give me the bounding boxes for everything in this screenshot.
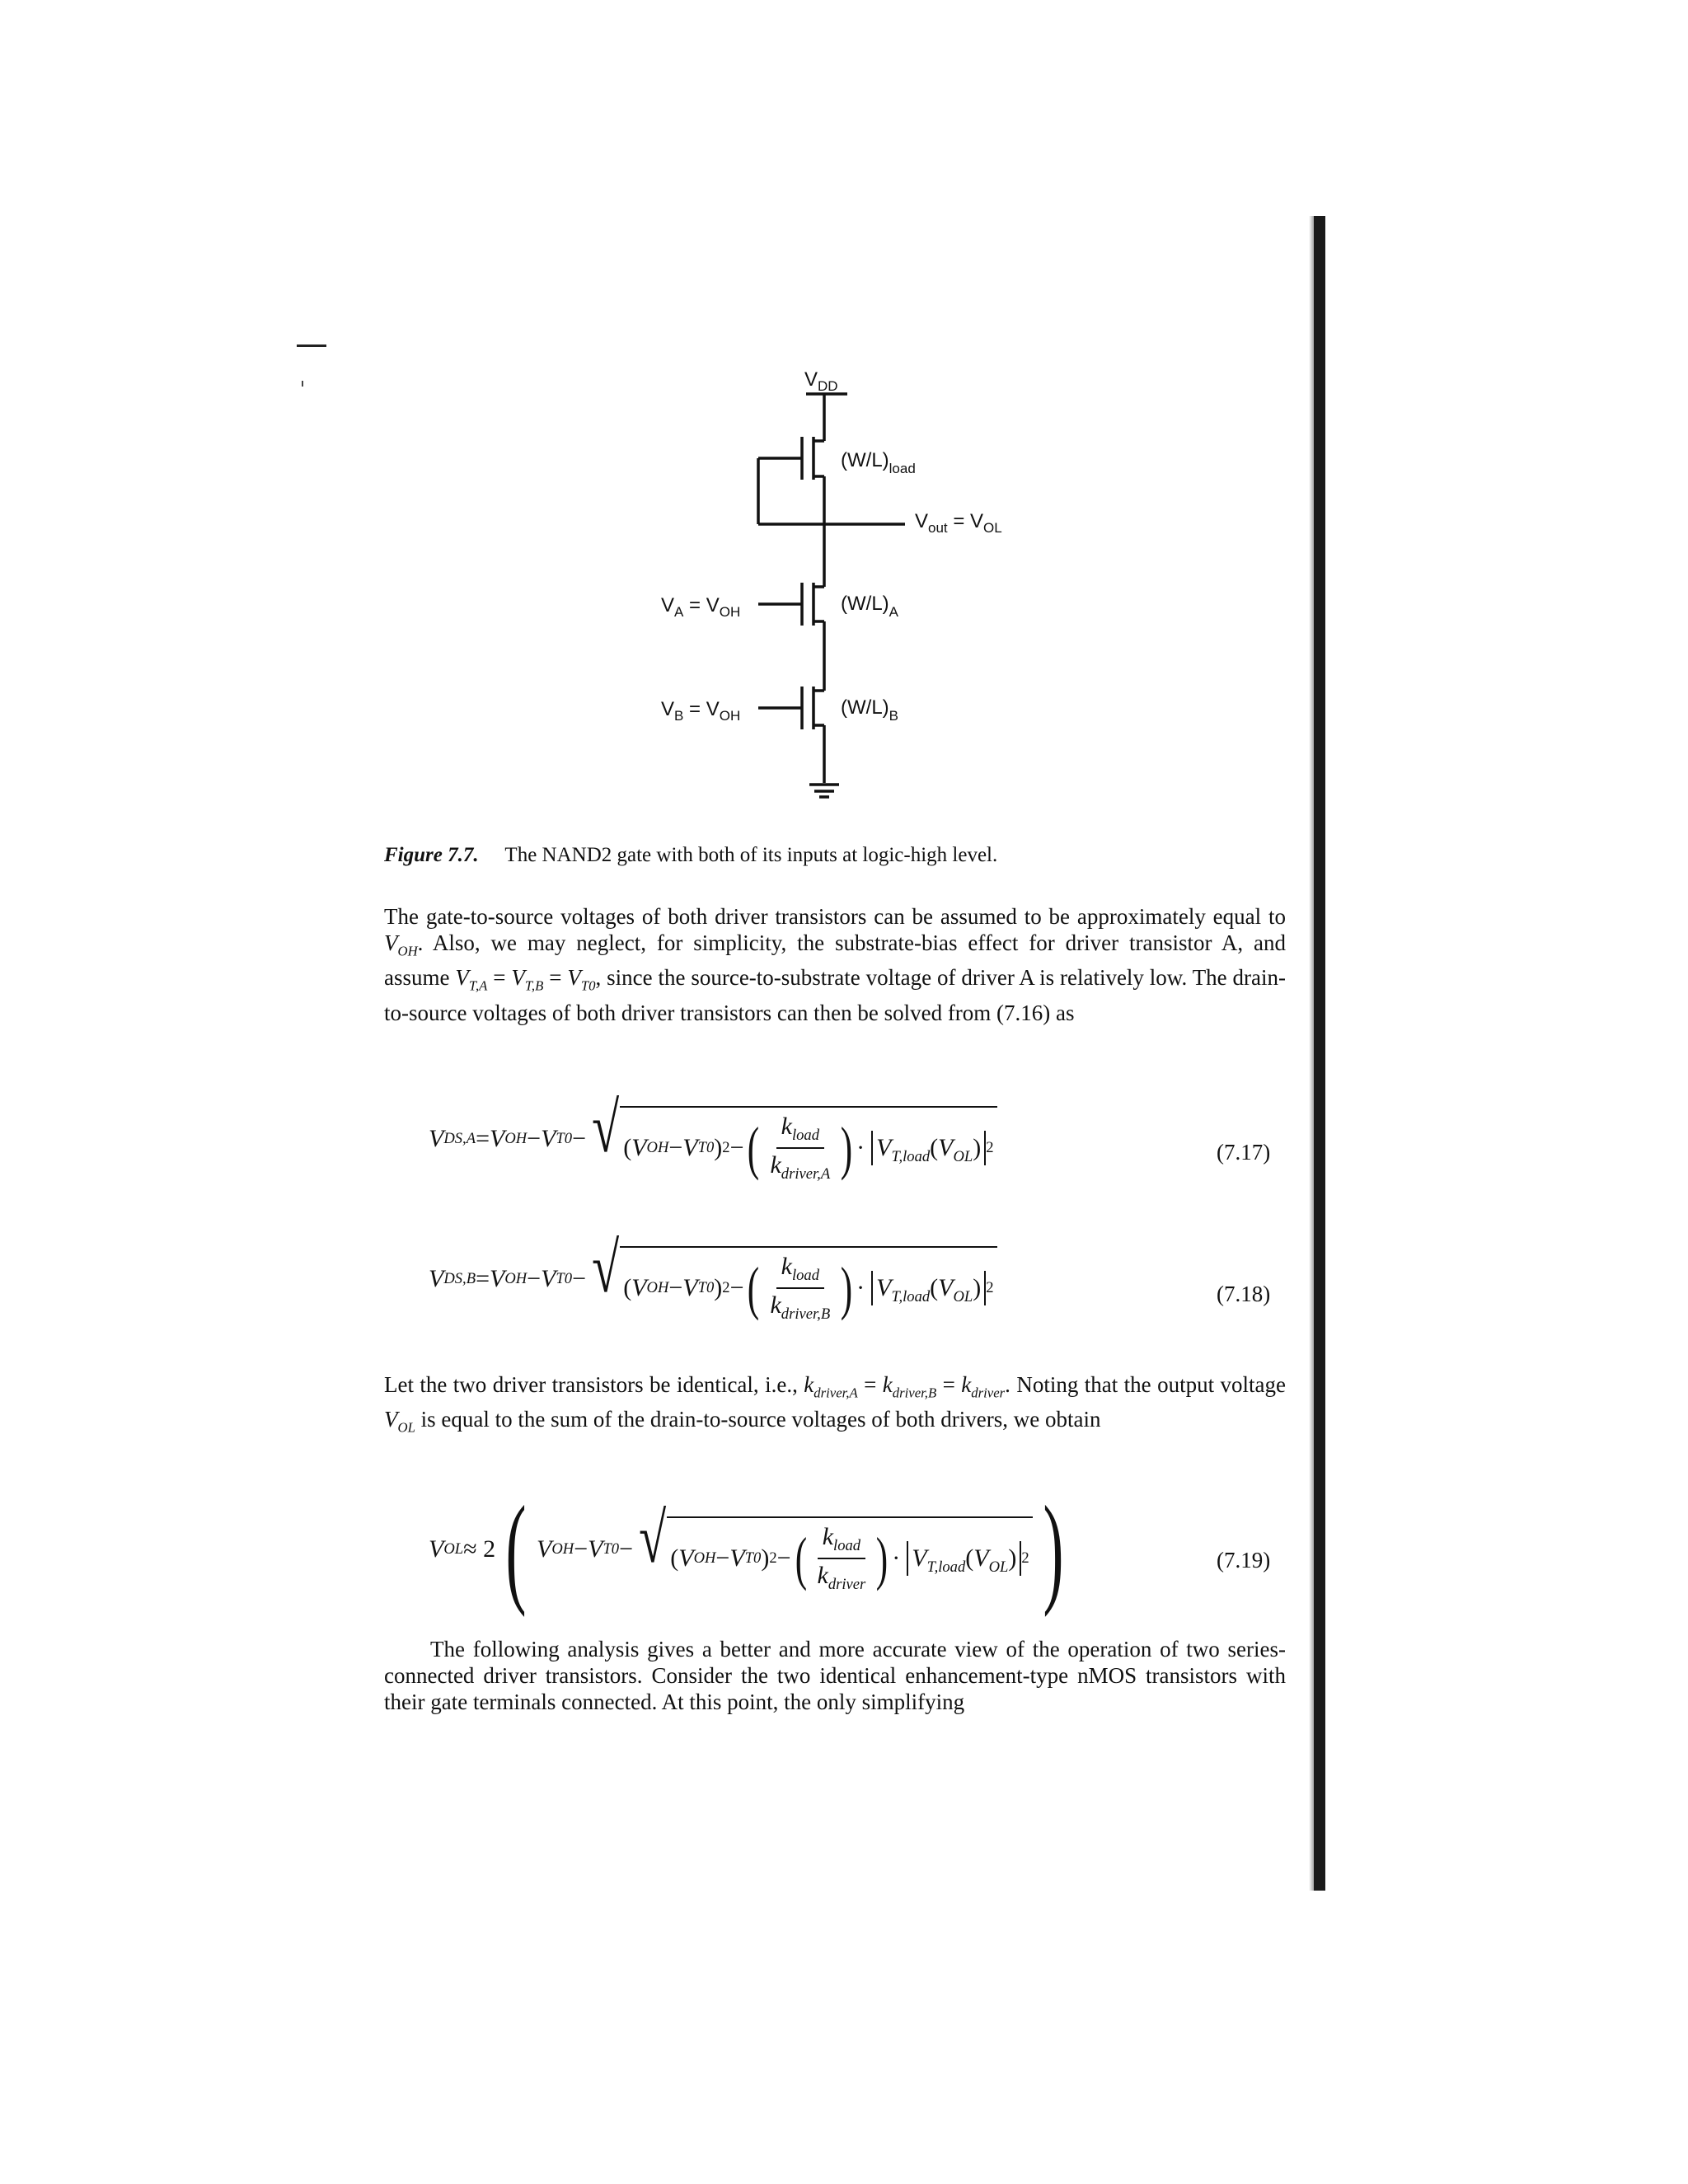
va-label: $V_A = V_{OH}$ xyxy=(661,594,741,620)
vdd-label: $V_{DD}$ xyxy=(804,368,838,394)
equation-7-18: V DS,B = V OH − V T0 − √ ( V OH − V T0 ) 2 − ( $\frac{k_{load}}{k_{driver,B}}$ ) · $V_{T,load}(V_{OL})$ 2 xyxy=(429,1235,997,1324)
equation-number-7-17: (7.17) xyxy=(1217,1140,1271,1165)
paragraph-gate-voltages: The gate-to-source voltages of both driver transistors can be assumed to be approximately equal to $V_{OH}$. Also, we may neglect, for simplicity, the substrate-bias effect for driver transistor A, and assume $V_{T,A} = V_{T,B} = V_{T0}$, since the source-to-substrate voltage of driver A is relatively low. The drain-to-source voltages of both driver transistors can then be solved from (7.16) as xyxy=(384,904,1287,1025)
equation-7-19: V OL ≈ 2 ( V OH − V T0 − √ ( V OH − V T0 ) 2 − ( $\frac{k_{load}}{k_{driver}}$ ) · $V_{T,load}(V_{OL})$ 2 ) xyxy=(429,1481,1064,1618)
figure-caption xyxy=(384,844,997,867)
equation-number-7-18: (7.18) xyxy=(1217,1282,1271,1306)
vout-label: $V_{out} = V_{OL}$ xyxy=(915,510,1002,536)
paragraph-series-analysis: The following analysis gives a better and more accurate view of the operation of two series-connected driver transistors. Consider the two identical enhancement-type nMOS transistors with their gate terminals connected. At this point, the only simplifying xyxy=(384,1637,1286,1714)
wl-a-label: $(W/L)_A$ xyxy=(841,593,898,620)
figure-label: Figure 7.7. xyxy=(384,844,479,866)
figure-caption-text: The NAND2 gate with both of its inputs at logic-high level. xyxy=(504,844,998,866)
nand2-circuit-diagram xyxy=(0,0,1688,841)
equation-number-7-19: (7.19) xyxy=(1217,1548,1271,1572)
wl-b-label: $(W/L)_B$ xyxy=(841,696,898,724)
paragraph-identical-drivers: Let the two driver transistors be identical, i.e., $k_{driver,A} = k_{driver,B} = k_{driver}$. Noting that the output voltage $V_{OL}$ is equal to the sum of the drain-to-source voltages of both drivers, we obtain xyxy=(384,1372,1286,1436)
equation-7-17: V DS,A = V OH − V T0 − √ ( V OH − V T0 ) 2 − ( $\frac{k_{load}}{k_{driver,A}}$ ) · $V_{T,load}(V_{OL})$ 2 xyxy=(429,1094,997,1183)
load-size-label: $(W/L)_{load}$ xyxy=(841,449,916,476)
vb-label: $V_B = V_{OH}$ xyxy=(661,698,741,724)
